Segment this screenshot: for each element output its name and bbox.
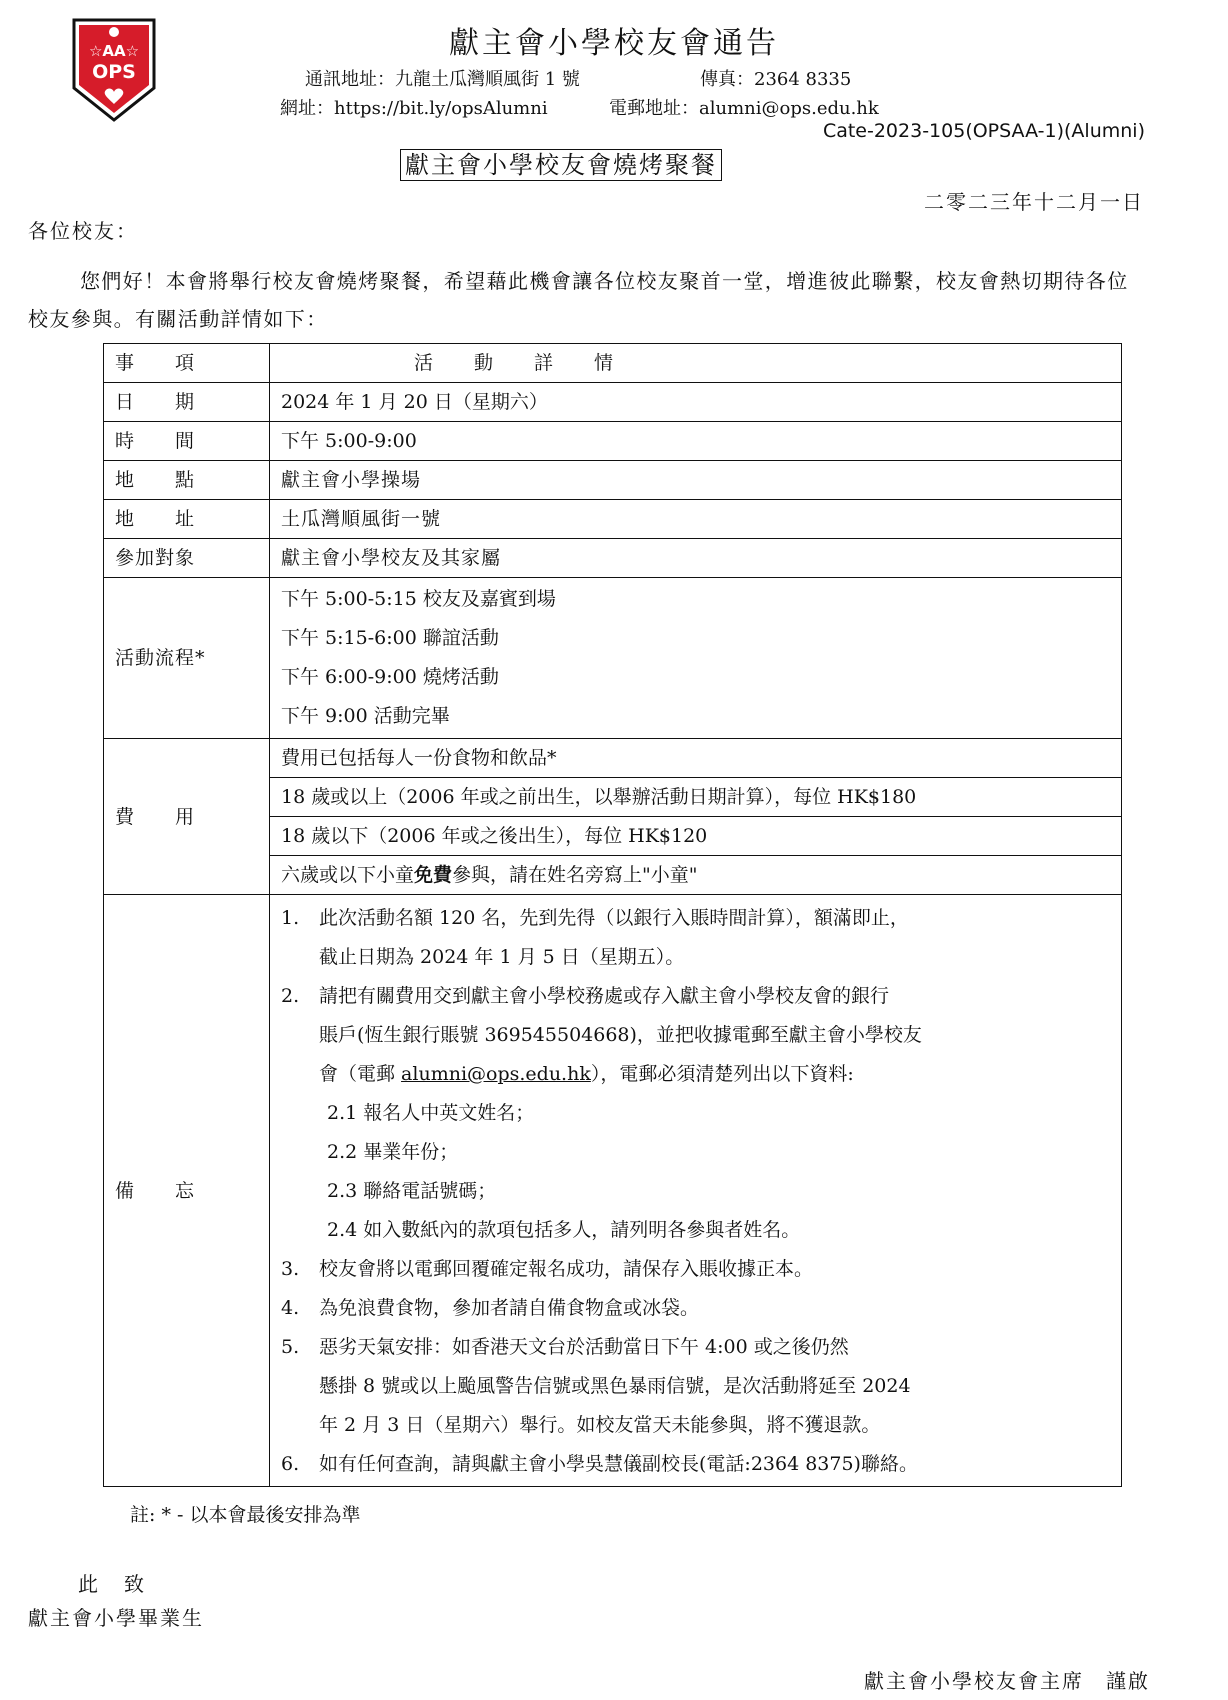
mailing-address: 通訊地址：九龍土瓜灣順風街 1 號 — [305, 69, 580, 90]
fee-free-pre: 六歲或以下小童 — [281, 864, 415, 886]
address-value: 土瓜灣順風街一號 — [270, 500, 1122, 539]
remark-item — [281, 1289, 1121, 1328]
salutation: 各位校友： — [28, 219, 138, 243]
time-value: 下午 5:00-9:00 — [270, 422, 1122, 461]
flow-cell — [270, 578, 1122, 739]
address-label: 地 址 — [104, 500, 270, 539]
reference-number: Cate-2023-105(OPSAA-1)(Alumni) — [822, 120, 1145, 142]
flow-item: 下午 9:00 活動完畢 — [281, 705, 450, 727]
flow-item: 下午 5:15-6:00 聯誼活動 — [281, 627, 499, 649]
venue-value: 獻主會小學操場 — [270, 461, 1122, 500]
table-row — [104, 539, 1122, 578]
remark-text: 此次活動名額 120 名，先到先得（以銀行入賬時間計算），額滿即止， — [319, 907, 909, 929]
table-row — [104, 895, 1122, 1487]
fee-free — [270, 856, 1122, 895]
remark-text: 惡劣天氣安排：如香港天文台於活動當日下午 4:00 或之後仍然 — [319, 1336, 849, 1358]
time-label: 時 間 — [104, 422, 270, 461]
venue-label: 地 點 — [104, 461, 270, 500]
participants-value: 獻主會小學校友及其家屬 — [270, 539, 1122, 578]
svg-text:☆AA☆: ☆AA☆ — [88, 42, 140, 60]
remark-text: ），電郵必須清楚列出以下資料: — [590, 1063, 854, 1085]
svg-text:OPS: OPS — [92, 61, 136, 83]
participants-label: 參加對象 — [104, 539, 270, 578]
fax-number: 傳真：2364 8335 — [700, 69, 852, 90]
intro-paragraph: 您們好！本會將舉行校友會燒烤聚餐，希望藉此機會讓各位校友聚首一堂，增進彼此聯繫，校友會熱切期待各位校友參與。有關活動詳情如下： — [28, 269, 1129, 331]
remark-text: 為免浪費食物，參加者請自備食物盒或冰袋。 — [319, 1297, 700, 1319]
remark-item — [281, 1328, 1121, 1367]
header-detail-cell: 活 動 詳 情 — [270, 344, 1122, 383]
remarks-label: 備 忘 — [104, 895, 270, 1487]
fee-child: 18 歲以下（2006 年或之後出生），每位 HK$120 — [270, 817, 1122, 856]
remark-continuation: 年 2 月 3 日（星期六）舉行。如校友當天未能參與，將不獲退款。 — [319, 1414, 881, 1436]
email-address[interactable]: 電郵地址：alumni@ops.edu.hk — [609, 98, 879, 119]
fee-free-bold: 免費 — [414, 864, 453, 886]
footnote: 註: * - 以本會最後安排為準 — [130, 1504, 361, 1526]
remark-item — [281, 977, 1121, 1016]
table-row — [104, 578, 1122, 739]
fee-label: 費 用 — [104, 739, 270, 895]
closing: 此 致 — [78, 1572, 147, 1596]
flow-item: 下午 5:00-5:15 校友及嘉賓到場 — [281, 588, 556, 610]
remark-number: 6. — [281, 1453, 300, 1475]
remark-subitem: 2.2 畢業年份； — [327, 1141, 459, 1163]
website-url[interactable]: 網址：https://bit.ly/opsAlumni — [280, 98, 548, 119]
flow-label: 活動流程* — [104, 578, 270, 739]
date-label: 日 期 — [104, 383, 270, 422]
table-row — [104, 500, 1122, 539]
remark-item — [281, 1250, 1121, 1289]
remark-number: 4. — [281, 1297, 300, 1319]
fee-adult: 18 歲或以上（2006 年或之前出生，以舉辦活動日期計算），每位 HK$180 — [270, 778, 1122, 817]
remarks-cell — [270, 895, 1122, 1487]
remark-item — [281, 899, 1121, 938]
recipient: 獻主會小學畢業生 — [28, 1606, 204, 1630]
remark-text: 校友會將以電郵回覆確定報名成功，請保存入賬收據正本。 — [319, 1258, 814, 1280]
remark-continuation: 懸掛 8 號或以上颱風警告信號或黑色暴雨信號，是次活動將延至 2024 — [319, 1375, 911, 1397]
remark-number: 1. — [281, 907, 300, 929]
remark-continuation: 賬戶(恆生銀行賬號 369545504668)，並把收據電郵至獻主會小學校友 — [319, 1024, 922, 1046]
signoff: 獻主會小學校友會主席 謹啟 — [864, 1669, 1150, 1693]
table-row — [104, 739, 1122, 778]
issue-date: 二零二三年十二月一日 — [924, 190, 1144, 214]
remark-subitem: 2.1 報名人中英文姓名； — [327, 1102, 535, 1124]
remark-number: 3. — [281, 1258, 300, 1280]
fee-free-post: 參與，請在姓名旁寫上"小童" — [452, 864, 698, 886]
flow-item: 下午 6:00-9:00 燒烤活動 — [281, 666, 499, 688]
fee-included: 費用已包括每人一份食物和飲品* — [270, 739, 1122, 778]
document-title: 獻主會小學校友會燒烤聚餐 — [400, 149, 722, 181]
date-value: 2024 年 1 月 20 日（星期六） — [270, 383, 1122, 422]
remark-text: 請把有關費用交到獻主會小學校務處或存入獻主會小學校友會的銀行 — [319, 985, 890, 1007]
table-row — [104, 383, 1122, 422]
remark-text: 會（電郵 — [319, 1063, 402, 1085]
remark-text: 如有任何查詢，請與獻主會小學吳慧儀副校長(電話:2364 8375)聯絡。 — [319, 1453, 918, 1475]
remark-item — [281, 1445, 1121, 1484]
remark-subitem: 2.4 如入數紙內的款項包括多人，請列明各參與者姓名。 — [327, 1219, 801, 1241]
remark-number: 2. — [281, 985, 300, 1007]
header-item-cell: 事 項 — [104, 344, 270, 383]
remark-continuation: 截止日期為 2024 年 1 月 5 日（星期五）。 — [319, 946, 685, 968]
remark-number: 5. — [281, 1336, 300, 1358]
remarks-list — [281, 895, 1121, 1486]
table-row — [104, 461, 1122, 500]
event-details-table — [103, 343, 1122, 1487]
table-header-row — [104, 344, 1122, 383]
remark-continuation — [281, 1055, 1121, 1094]
remark-subitem: 2.3 聯絡電話號碼； — [327, 1180, 497, 1202]
table-row — [104, 422, 1122, 461]
email-link[interactable]: alumni@ops.edu.hk — [401, 1063, 591, 1085]
org-title: 獻主會小學校友會通告 — [449, 26, 779, 61]
